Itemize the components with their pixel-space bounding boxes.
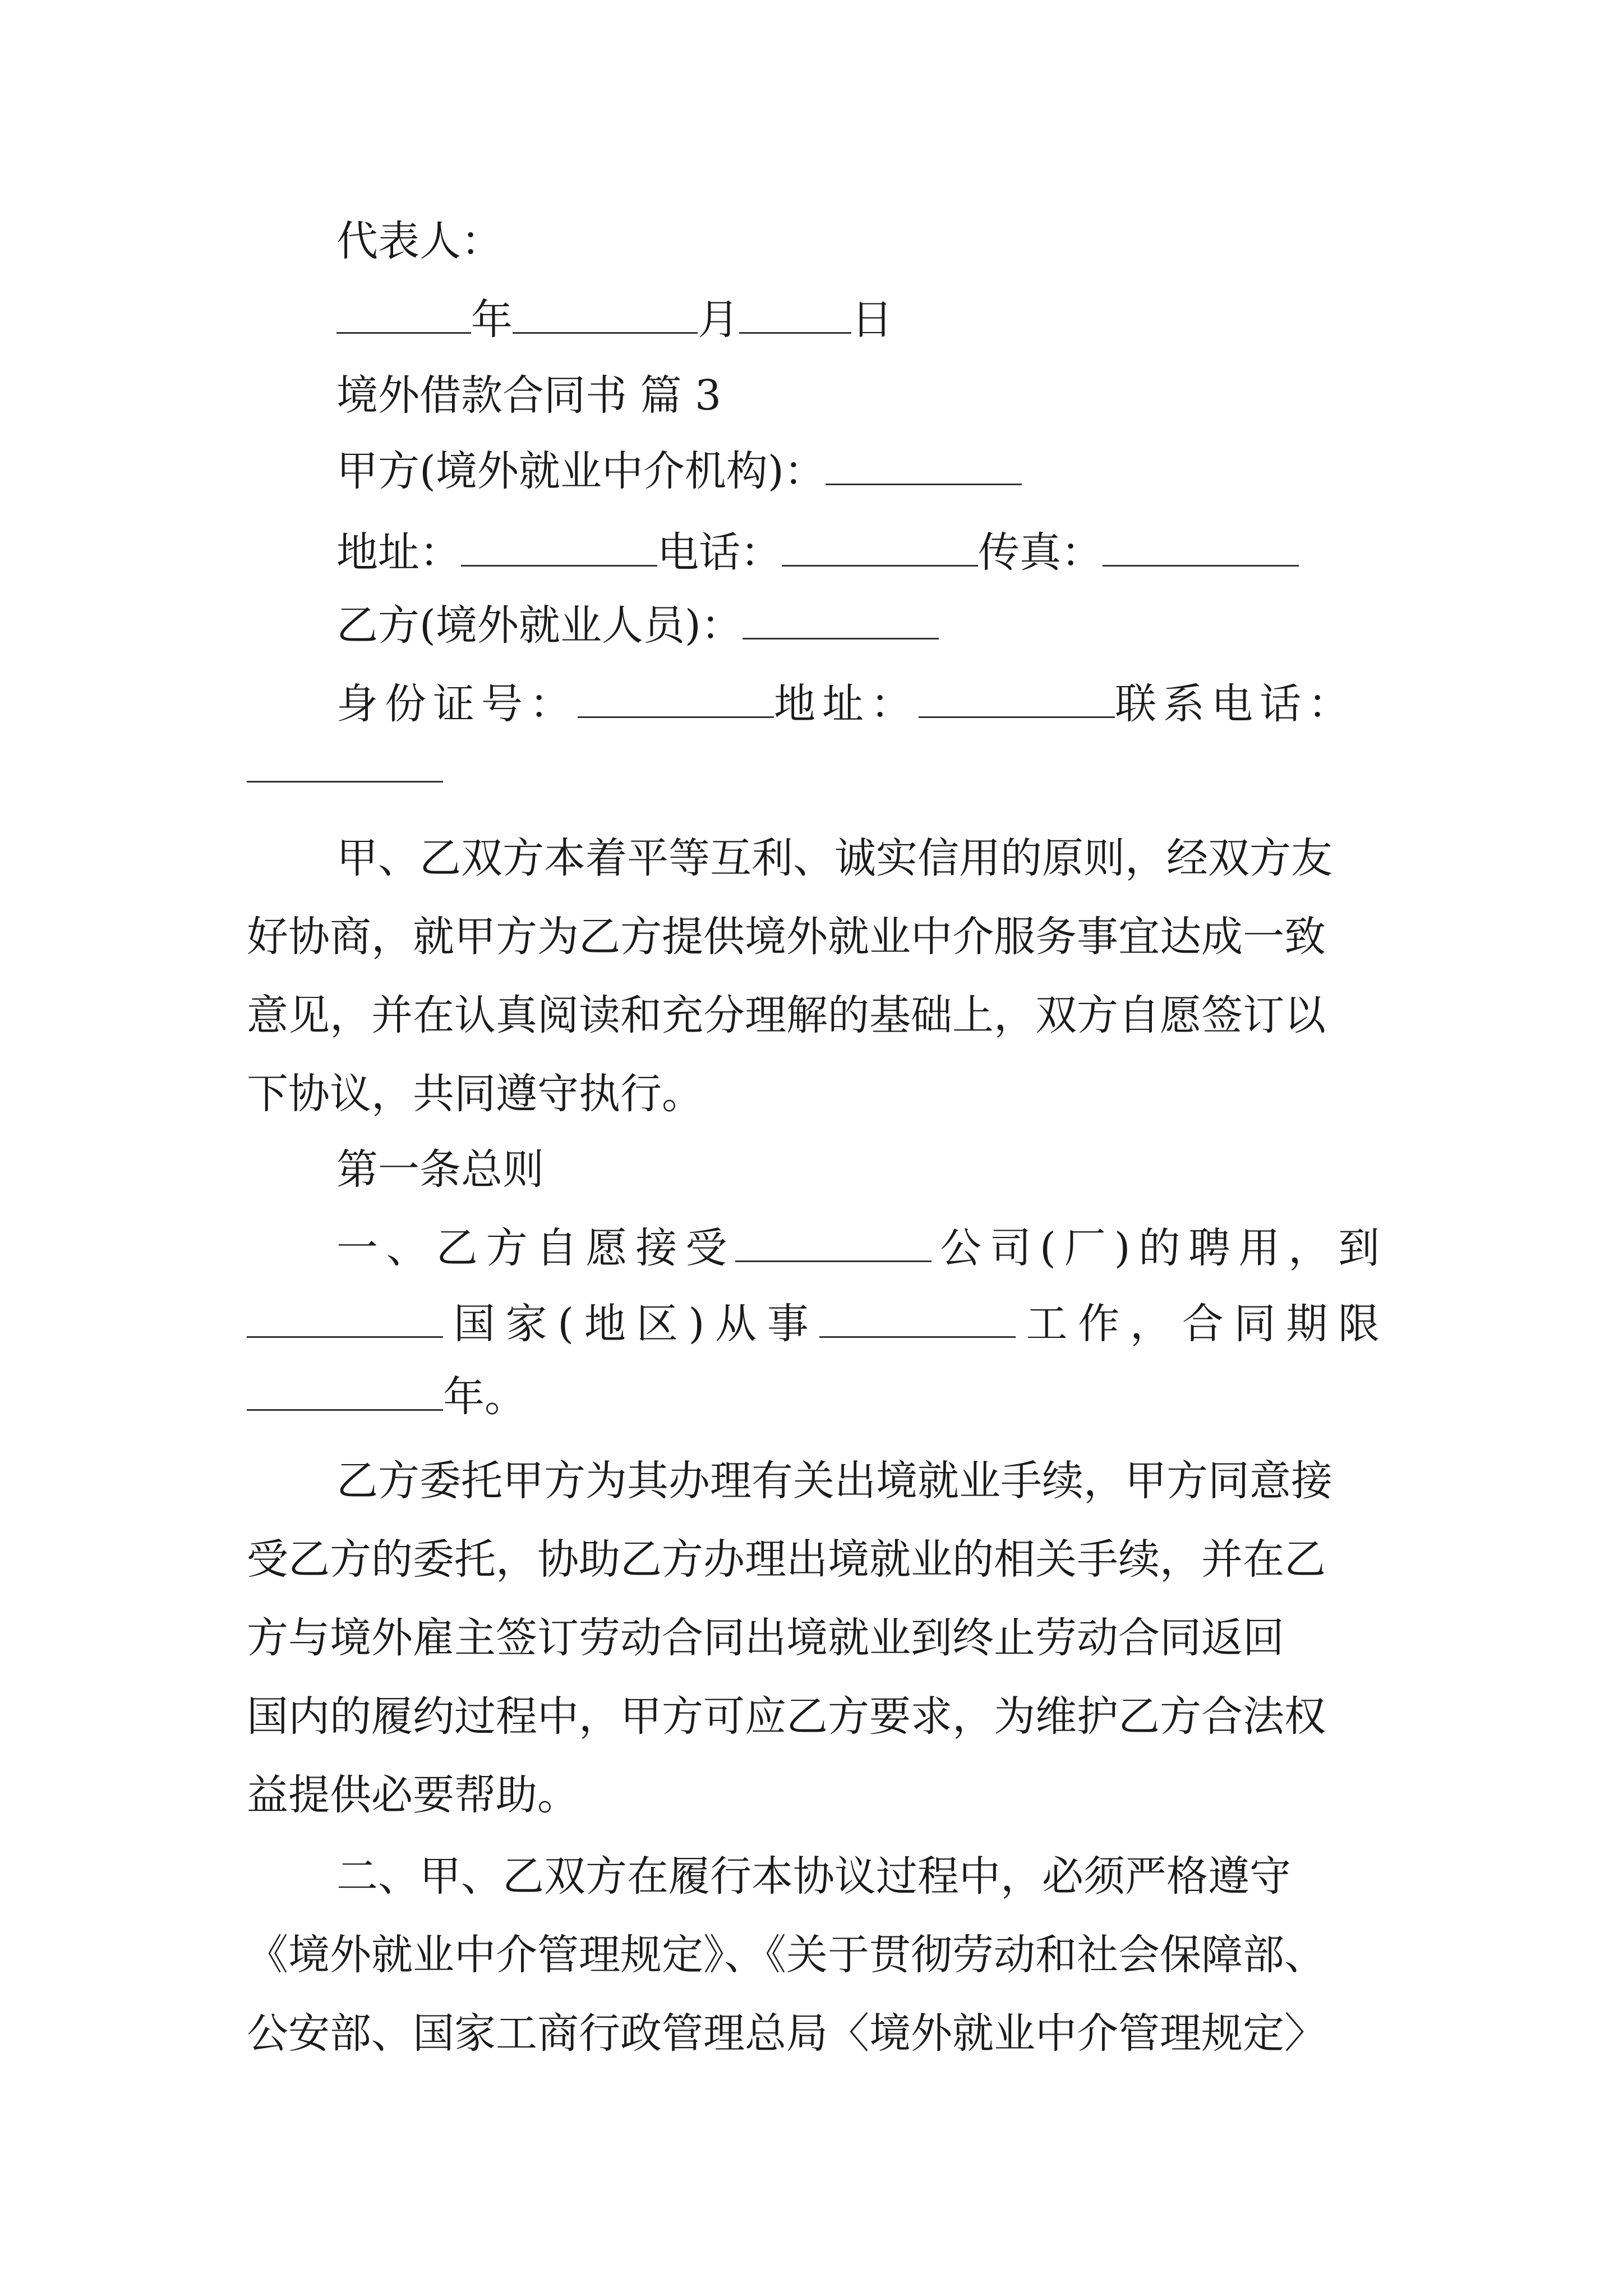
party-a-contact-line (336, 524, 1380, 581)
preamble-text: 好协商，就甲方为乙方提供境外就业中介服务事宜达成一致 (247, 913, 1326, 961)
party-a-phone-label: 电话： (657, 528, 782, 577)
heading-text: 境外借款合同书 篇 3 (336, 371, 722, 420)
party-b-line (336, 597, 1380, 654)
preamble-text: 甲、乙双方本着平等互利、诚实信用的原则，经双方友 (336, 834, 1332, 882)
party-b-id-blank (578, 677, 774, 718)
entrust-line-3 (247, 1610, 1380, 1666)
clause-1-text-b: 公司(厂)的聘用，到 (932, 1224, 1380, 1272)
month-label: 月 (698, 296, 739, 344)
clause-1-line-3 (247, 1369, 1380, 1425)
country-blank (247, 1297, 443, 1338)
preamble-line-2 (247, 909, 1380, 965)
entrust-line-5 (247, 1767, 1380, 1823)
clause-2-text: 二、甲、乙双方在履行本协议过程中，必须严格遵守 (336, 1852, 1291, 1901)
entrust-line-4 (247, 1688, 1380, 1745)
company-blank (735, 1221, 932, 1262)
job-blank (819, 1297, 1016, 1338)
clause-2-text: 公安部、国家工商行政管理总局〈境外就业中介管理规定〉 (247, 2009, 1326, 2058)
entrust-text: 益提供必要帮助。 (247, 1771, 579, 1819)
clause-1-text-e: 年。 (443, 1373, 526, 1421)
clause-2-line-1 (336, 1848, 1380, 1904)
entrust-line-1 (336, 1453, 1380, 1509)
party-b-contact-line (336, 676, 1380, 732)
party-b-address-blank (919, 677, 1115, 718)
year-blank (336, 293, 471, 334)
preamble-line-3 (247, 987, 1380, 1043)
party-b-blank (743, 599, 939, 639)
clause-2-line-2 (247, 1927, 1380, 1983)
party-b-label: 乙方(境外就业人员)： (336, 601, 743, 650)
entrust-text: 方与境外雇主签订劳动合同出境就业到终止劳动合同返回 (247, 1614, 1284, 1662)
preamble-text: 意见，并在认真阅读和充分理解的基础上，双方自愿签订以 (247, 991, 1326, 1039)
section-heading (336, 367, 1380, 424)
entrust-line-2 (247, 1531, 1380, 1588)
party-a-fax-blank (1103, 526, 1299, 567)
entrust-text: 国内的履约过程中，甲方可应乙方要求，为维护乙方合法权 (247, 1692, 1326, 1741)
party-b-phone-label: 联系电话： (1115, 680, 1356, 728)
entrust-text: 受乙方的委托，协助乙方办理出境就业的相关手续，并在乙 (247, 1535, 1326, 1584)
party-a-phone-blank (782, 526, 978, 567)
party-b-phone-line (247, 740, 1380, 797)
article-1-title (336, 1142, 1380, 1198)
article-title-text: 第一条总则 (336, 1145, 544, 1194)
clause-1-line-1 (336, 1220, 1380, 1276)
party-b-phone-blank (247, 742, 443, 783)
clause-2-text: 《境外就业中介管理规定》、《关于贯彻劳动和社会保障部、 (247, 1931, 1326, 1979)
preamble-text: 下协议，共同遵守执行。 (247, 1070, 703, 1118)
clause-1-text-c: 国家(地区)从事 (443, 1300, 819, 1348)
entrust-text: 乙方委托甲方为其办理有关出境就业手续，甲方同意接 (336, 1457, 1332, 1505)
representative-line (336, 213, 1380, 269)
clause-1-text-a: 一、乙方自愿接受 (336, 1224, 736, 1272)
preamble-line-4 (247, 1066, 1380, 1122)
clause-2-line-3 (247, 2005, 1380, 2062)
term-blank (247, 1370, 443, 1411)
representative-label: 代表人： (336, 217, 502, 265)
clause-1-text-d: 工作，合同期限 (1015, 1300, 1380, 1348)
party-a-address-label: 地址： (336, 528, 461, 577)
party-a-address-blank (461, 526, 657, 567)
party-a-blank (826, 444, 1022, 485)
party-a-label: 甲方(境外就业中介机构)： (336, 447, 826, 495)
year-label: 年 (471, 296, 513, 344)
month-blank (513, 293, 698, 334)
party-a-fax-label: 传真： (978, 528, 1103, 577)
date-line (336, 292, 1380, 348)
party-b-address-label: 地址： (774, 680, 919, 728)
party-a-line (336, 443, 1380, 499)
day-blank (739, 293, 851, 334)
clause-1-line-2 (247, 1296, 1380, 1352)
day-label: 日 (851, 296, 893, 344)
preamble-line-1 (336, 830, 1380, 886)
party-b-id-label: 身份证号： (336, 680, 578, 728)
